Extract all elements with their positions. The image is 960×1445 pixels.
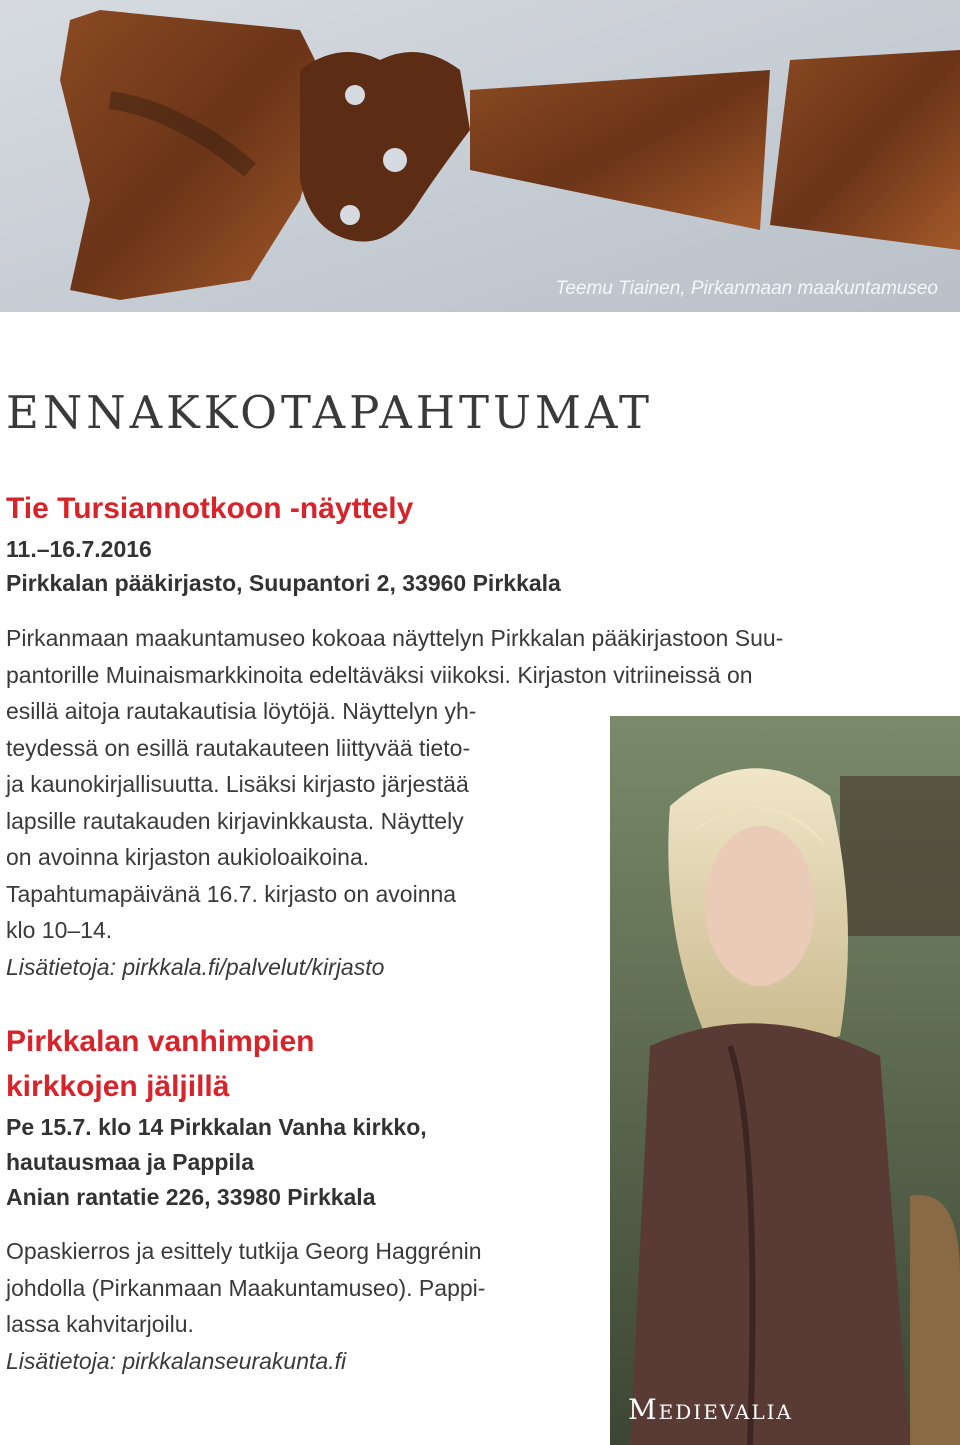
event1-line: esillä aitoja rautakautisia löytöjä. Näyttelyn yh- — [6, 698, 477, 724]
page-title: ennakkotapahtumat — [6, 370, 654, 444]
event1-line: teydessä on esillä rautakauteen liittyvää tieto- — [6, 734, 471, 761]
medievalia-logo: Medievalia — [628, 1393, 793, 1426]
event1-line: on avoinna kirjaston aukioloaikoina. — [6, 844, 370, 870]
event1-line: klo 10–14. — [6, 917, 113, 943]
event2-line: Opaskierros ja esittely tutkija Georg Haggrénin — [6, 1238, 482, 1264]
event1-dates: 11.–16.7.2016 — [6, 536, 152, 562]
event1-line: pantorille Muinaismarkkinoita edeltäväksi viikoksi. Kirjaston vitriineissä on — [6, 661, 753, 688]
event2-line: lassa kahvitarjoilu. — [6, 1311, 194, 1337]
event1-line: lapsille rautakauden kirjavinkkausta. Näyttely — [6, 807, 464, 834]
girl-portrait-image — [610, 716, 960, 1445]
event2-title-line1: Pirkkalan vanhimpien — [6, 1025, 315, 1058]
event2-line: johdolla (Pirkanmaan Maakuntamuseo). Pappi- — [6, 1274, 486, 1301]
iron-artefact-image — [0, 0, 960, 312]
event1-title: Tie Tursiannotkoon -näyttely — [6, 492, 414, 525]
event2-title-line2: kirkkojen jäljillä — [6, 1070, 230, 1103]
event1-line: Tapahtumapäivänä 16.7. kirjasto on avoinna — [6, 880, 457, 907]
event1-more-info: Lisätietoja: pirkkala.fi/palvelut/kirjasto — [6, 953, 385, 980]
portrait-photo — [610, 716, 960, 1445]
event2-datetime: Pe 15.7. klo 14 Pirkkalan Vanha kirkko, — [6, 1114, 427, 1140]
event2-more-info: Lisätietoja: pirkkalanseurakunta.fi — [6, 1347, 347, 1374]
event1-line: Pirkanmaan maakuntamuseo kokoaa näyttelyn Pirkkalan pääkirjastoon Suu- — [6, 625, 784, 651]
event1-location: Pirkkalan pääkirjasto, Suupantori 2, 33960 Pirkkala — [6, 570, 561, 596]
event2-address: Anian rantatie 226, 33980 Pirkkala — [6, 1184, 376, 1210]
event1-line: ja kaunokirjallisuutta. Lisäksi kirjasto järjestää — [6, 771, 469, 797]
event2-venue: hautausmaa ja Pappila — [6, 1149, 254, 1175]
hero-photo — [0, 0, 960, 312]
event2-description — [6, 1233, 485, 1379]
photo-credit: Teemu Tiainen, Pirkanmaan maakuntamuseo — [555, 278, 938, 299]
